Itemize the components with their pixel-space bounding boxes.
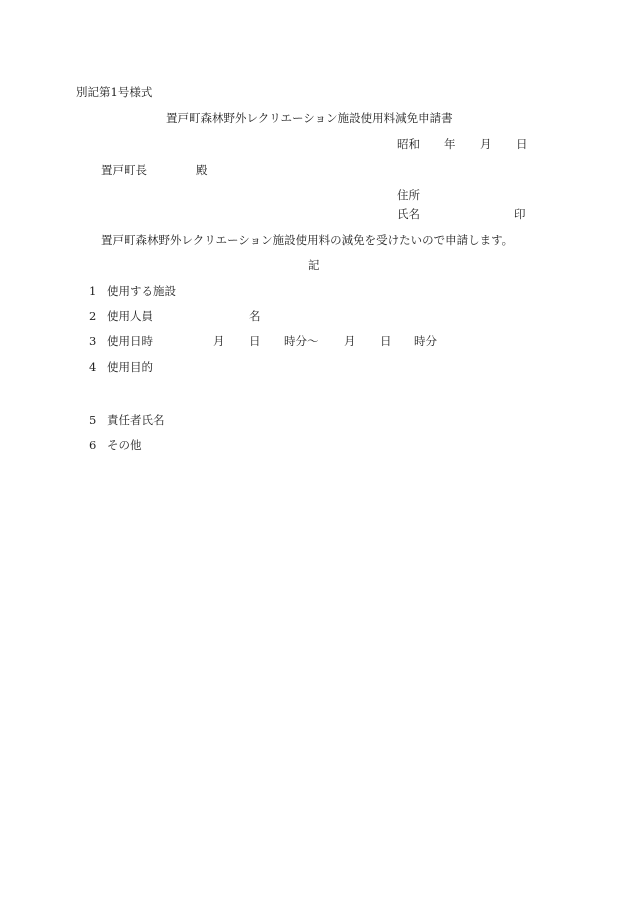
item-number: 1 (89, 284, 97, 298)
addressee-honorific: 殿 (196, 163, 208, 177)
item-number: 5 (89, 413, 97, 427)
item-month-label: 月 (344, 334, 356, 348)
item-label: 使用目的 (107, 360, 153, 374)
form-number: 別記第1号様式 (76, 85, 153, 99)
item-time-label: 時分 (414, 334, 437, 348)
date-year-label: 年 (444, 137, 456, 151)
item-label: 責任者氏名 (107, 413, 165, 427)
applicant-address-label: 住所 (397, 188, 420, 202)
body-text: 置戸町森林野外レクリエーション施設使用料の減免を受けたいので申請します。 (101, 233, 514, 247)
ki-label: 記 (308, 258, 320, 272)
item-day-label: 日 (380, 334, 392, 348)
item-number: 3 (89, 334, 97, 348)
item-number: 2 (89, 309, 97, 323)
date-era: 昭和 (397, 137, 420, 151)
seal-label: 印 (514, 207, 526, 221)
item-label: その他 (107, 438, 142, 452)
page-title: 置戸町森林野外レクリエーション施設使用料減免申請書 (166, 111, 453, 125)
item-number: 4 (89, 360, 97, 374)
item-month-label: 月 (213, 334, 225, 348)
item-number: 6 (89, 438, 97, 452)
item-label: 使用人員 (107, 309, 153, 323)
item-unit: 名 (249, 309, 261, 323)
date-month-label: 月 (480, 137, 492, 151)
applicant-name-label: 氏名 (397, 207, 420, 221)
item-day-label: 日 (249, 334, 261, 348)
item-label: 使用する施設 (107, 284, 176, 298)
item-label: 使用日時 (107, 334, 153, 348)
addressee-name: 置戸町長 (101, 163, 147, 177)
item-time-label: 時分〜 (284, 334, 319, 348)
date-day-label: 日 (516, 137, 528, 151)
